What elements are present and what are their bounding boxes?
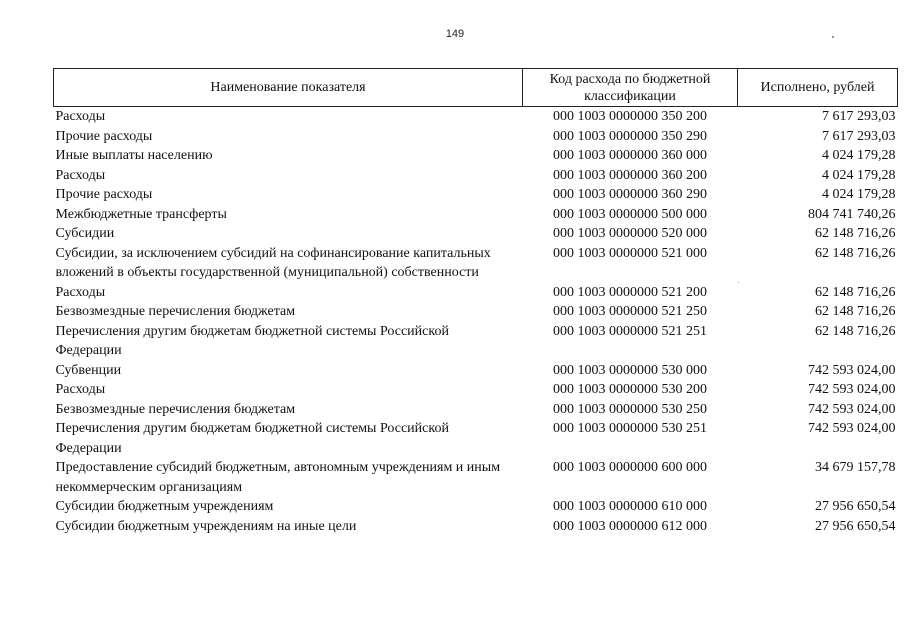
table-row [54,283,898,303]
row-amount: 742 593 024,00 [808,401,896,417]
row-name: Субсидии бюджетным учреждениям [55,499,274,514]
table-row [54,400,898,420]
scan-speck [832,36,834,38]
row-name: Межбюджетные трансферты [55,206,227,222]
table-row [54,302,898,322]
row-amount: 742 593 024,00 [808,382,896,397]
row-amount: 62 148 716,26 [815,245,896,261]
row-code: 000 1003 0000000 521 251 [553,323,707,339]
row-name: Расходы [55,167,106,183]
row-code: 000 1003 0000000 612 000 [553,518,707,534]
table-row [54,166,898,186]
row-name: Субвенции [55,362,122,378]
row-name: Расходы [55,284,106,300]
table-row [54,322,898,361]
table-row [54,146,898,166]
row-code: 000 1003 0000000 500 000 [553,206,707,222]
row-code: 000 1003 0000000 360 290 [553,187,707,202]
row-code: 000 1003 0000000 360 000 [553,148,707,163]
row-amount: 7 617 293,03 [822,128,896,144]
row-amount: 62 148 716,26 [815,304,896,319]
row-amount: 4 024 179,28 [822,187,896,202]
header-code: Код расхода по бюджетной классификации [523,69,738,107]
row-amount: 4 024 179,28 [822,167,896,183]
table-row [54,361,898,381]
row-code: 000 1003 0000000 521 000 [553,245,707,261]
row-code: 000 1003 0000000 530 000 [553,362,707,378]
row-code: 000 1003 0000000 530 250 [553,401,707,417]
row-code: 000 1003 0000000 521 250 [553,304,707,319]
row-amount: 804 741 740,26 [808,206,896,222]
table-row [54,224,898,244]
row-amount: 62 148 716,26 [815,323,896,339]
row-amount: 34 679 157,78 [815,460,896,475]
row-code: 000 1003 0000000 520 000 [553,226,707,241]
budget-table [53,68,898,536]
row-amount: 62 148 716,26 [815,226,896,241]
row-code: 000 1003 0000000 350 200 [553,109,707,124]
row-amount: 4 024 179,28 [822,148,896,163]
row-name: Прочие расходы [55,187,153,202]
row-code: 000 1003 0000000 360 200 [553,167,707,183]
table-row [54,517,898,537]
row-name: Перечисления другим бюджетам бюджетной системы Российской Федерации [55,323,449,358]
table-header-row [54,69,898,107]
row-amount: 742 593 024,00 [808,421,896,436]
table-row [54,205,898,225]
row-code: 000 1003 0000000 521 200 [553,284,707,300]
table-row [54,244,898,283]
row-name: Предоставление субсидий бюджетным, автономным учреждениям и иным некоммерческим организациям [55,460,501,495]
header-amount: Исполнено, рублей [738,69,898,107]
row-name: Безвозмездные перечисления бюджетам [55,401,296,417]
row-code: 000 1003 0000000 600 000 [553,460,707,475]
row-name: Безвозмездные перечисления бюджетам [55,304,296,319]
page-number: 149 [445,28,465,40]
row-amount: 742 593 024,00 [808,362,896,378]
row-name: Субсидии бюджетным учреждениям на иные цели [55,518,357,534]
row-name: Перечисления другим бюджетам бюджетной системы Российской Федерации [55,421,449,456]
row-name: Расходы [55,109,106,124]
row-code: 000 1003 0000000 350 290 [553,128,707,144]
row-code: 000 1003 0000000 530 200 [553,382,707,397]
table-row [54,185,898,205]
table-row [54,380,898,400]
table-row [54,127,898,147]
row-name: Субсидии, за исключением субсидий на софинансирование капитальных вложений в объекты государственной (муниципальной) собственности [55,245,491,280]
row-name: Иные выплаты населению [55,148,213,163]
row-amount: 7 617 293,03 [822,109,896,124]
row-code: 000 1003 0000000 530 251 [553,421,707,436]
row-amount: 27 956 650,54 [815,518,896,534]
row-amount: 27 956 650,54 [815,499,896,514]
header-name: Наименование показателя [54,69,523,107]
row-amount: 62 148 716,26 [815,284,896,300]
table-row [54,497,898,517]
table-row [54,107,898,127]
row-name: Расходы [55,382,106,397]
row-name: Прочие расходы [55,128,153,144]
table-row [54,458,898,497]
table-row [54,419,898,458]
row-code: 000 1003 0000000 610 000 [553,499,707,514]
row-name: Субсидии [55,226,115,241]
